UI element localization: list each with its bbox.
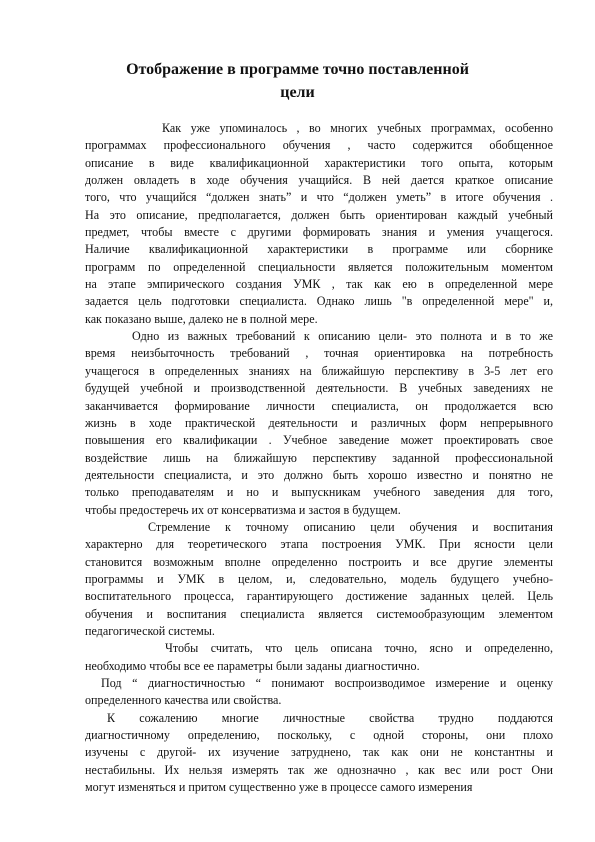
text-line: учащегося в определенных знаниях на ближайшую перспективу в 3-5 лет его (85, 363, 553, 378)
text-line: предмет, чтобы вместе с другими формировать знания и умения учащегося. (85, 225, 553, 240)
paragraph (85, 640, 553, 675)
text-line: будущей учебной и производственной деятельности. В учебных заведениях не (85, 381, 553, 396)
paragraph (85, 710, 553, 797)
text-line: только преподавателям и но и выпускникам учебного заведения для того, (85, 485, 553, 500)
text-line: как показано выше, далеко не в полной мере. (85, 311, 318, 326)
text-line: на этапе эмпирического создания УМК , так как ею в определенной мере (85, 277, 553, 292)
text-line: чтобы предостеречь их от консерватизма и застоя в будущем. (85, 502, 401, 517)
document-body (85, 120, 553, 796)
text-line: Как уже упоминалось , во многих учебных программах, особенно (162, 121, 553, 135)
text-line: Стремление к точному описанию цели обучения и воспитания (148, 519, 553, 534)
text-line: нестабильны. Их нельзя измерять так же однозначно , как вес или рост Они (85, 762, 553, 777)
text-line: того, что учащийся “должен знать” и что “должен уметь” в итоге обучения . (85, 190, 553, 205)
text-line: На это описание, предполагается, должен быть ориентирован каждый учебный (85, 207, 553, 222)
paragraph (85, 120, 553, 328)
text-line: диагностичному определению, поскольку, с одной стороны, они плохо (85, 728, 553, 743)
text-line: необходимо чтобы все ее параметры были заданы диагностично. (85, 658, 420, 673)
text-line: определенного качества или свойства. (85, 693, 282, 708)
text-line: деятельности специалиста, и это должно быть хорошо известно и понятно не (85, 467, 553, 482)
paragraph (85, 328, 553, 519)
text-line: программ по определенной специальности является положительным моментом (85, 259, 553, 274)
text-line: время неизбыточность требований , точная ориентировка на потребность (85, 346, 553, 361)
text-line: программы и УМК в целом, и, следовательно, модель будущего учебно- (85, 571, 553, 586)
title-line-1: Отображение в программе точно поставленной (126, 61, 469, 78)
text-line: Одно из важных требований к описанию цели- это полнота и в то же (132, 329, 553, 344)
text-line: Наличие квалификационной характеристики в программе или сборнике (85, 242, 553, 257)
text-line: описание в виде квалификационной характеристики того опыта, которым (85, 155, 553, 170)
text-line: должен овладеть в ходе обучения учащийся. В ней дается краткое описание (85, 173, 553, 188)
text-line: воспитательного процесса, гарантирующего достижение заданных целей. Цель (85, 589, 553, 604)
text-line: обучения и воспитания специалиста является системообразующим элементом (85, 606, 553, 621)
text-line: педагогической системы. (85, 623, 215, 638)
text-line: заканчивается формирование личности специалиста, он продолжается всю (85, 398, 553, 413)
text-line: характерно для теоретического этапа построения УМК. При ясности цели (85, 537, 553, 552)
text-line: могут изменяться и притом существенно уже в процессе самого измерения (85, 780, 473, 795)
paragraph (85, 675, 553, 710)
text-line: повышения его квалификации . Учебное заведение может проектировать свое (85, 433, 553, 448)
text-line: жизнь в ходе практической деятельности и различных форм непрерывного (85, 415, 553, 430)
page-title (60, 58, 535, 104)
text-line: задается цель подготовки специалиста. Однако лишь "в определенной мере" и, (85, 294, 553, 309)
text-line: Чтобы считать, что цель описана точно, ясно и определенно, (165, 641, 553, 656)
text-line: К сожалению многие личностные свойства трудно поддаются (107, 710, 553, 725)
text-line: Под “ диагностичностью “ понимают воспроизводимое измерение и оценку (101, 676, 553, 690)
text-line: программах профессионального обучения , часто содержится обобщенное (85, 138, 553, 153)
text-line: изучены с другой- их изучение затруднено, так как они не константны и (85, 745, 553, 760)
paragraph (85, 519, 553, 640)
text-line: становится возможным вполне определенно построить и все другие элементы (85, 554, 553, 569)
title-line-2: цели (280, 84, 315, 101)
text-line: воздействие лишь на ближайшую перспективу заданной профессиональной (85, 450, 553, 465)
